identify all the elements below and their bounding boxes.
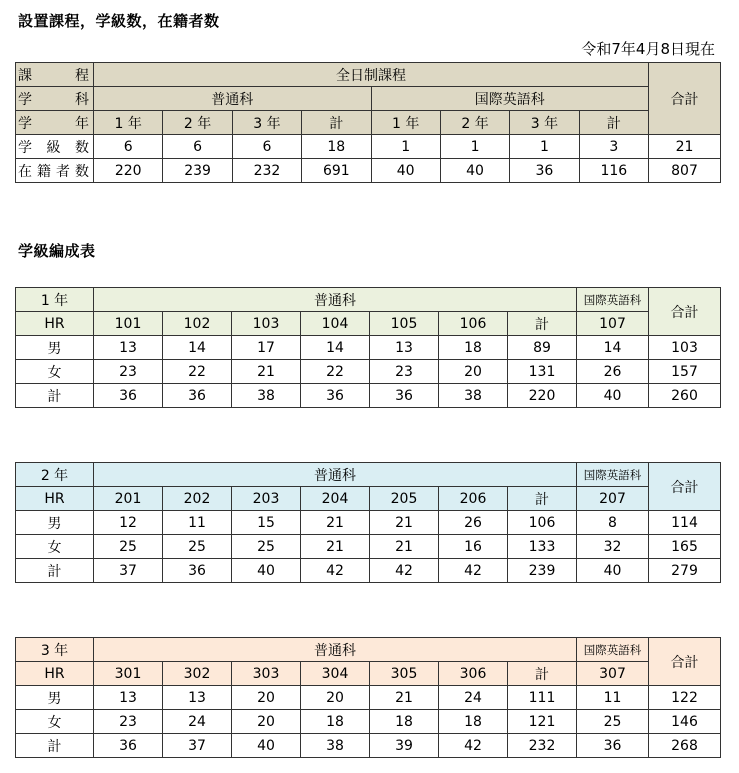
table-cell: 111: [508, 686, 577, 710]
hr-label: HR: [16, 487, 94, 511]
hr-col-header: 102: [163, 312, 232, 336]
table-cell: 36: [510, 159, 579, 183]
row-label: 計: [16, 559, 94, 583]
table-cell: 6: [232, 135, 301, 159]
table-cell: 36: [370, 384, 439, 408]
table-row: [16, 511, 721, 535]
table-cell: 20: [232, 710, 301, 734]
hr-col-header: 107: [577, 312, 649, 336]
table-row: [16, 384, 721, 408]
table-cell: 268: [649, 734, 721, 758]
table-cell: 122: [649, 686, 721, 710]
table-cell: 13: [370, 336, 439, 360]
row-label: 女: [16, 535, 94, 559]
row-label-enrolled: 在 籍 者 数: [16, 159, 94, 183]
table-cell: 157: [649, 360, 721, 384]
table-cell: 116: [579, 159, 648, 183]
table-cell: 6: [94, 135, 163, 159]
total-header: 合計: [649, 63, 721, 135]
course-header: 全日制課程: [94, 63, 649, 87]
table-cell: 18: [301, 710, 370, 734]
row-label-subject: 学 科: [16, 87, 94, 111]
grade-col-header: 計: [302, 111, 371, 135]
grade-col-header: 2 年: [440, 111, 509, 135]
table-cell: 22: [163, 360, 232, 384]
grade-label: 3 年: [16, 638, 94, 662]
table-cell: 37: [94, 559, 163, 583]
table-cell: 12: [94, 511, 163, 535]
table-cell: 220: [94, 159, 163, 183]
table-cell: 36: [301, 384, 370, 408]
table-cell: 279: [649, 559, 721, 583]
table-cell: 36: [94, 734, 163, 758]
hr-col-header: 206: [439, 487, 508, 511]
as-of-date: 令和7年4月8日現在: [581, 40, 715, 58]
hr-col-header: 305: [370, 662, 439, 686]
table-cell: 36: [577, 734, 649, 758]
row-label: 計: [16, 734, 94, 758]
table-cell: 21: [370, 686, 439, 710]
grade-col-header: 2 年: [163, 111, 232, 135]
row-label-classes: 学 級 数: [16, 135, 94, 159]
hr-col-header: 204: [301, 487, 370, 511]
hr-col-header: 302: [163, 662, 232, 686]
table-cell: 37: [163, 734, 232, 758]
table-cell: 6: [163, 135, 232, 159]
hr-col-header: 205: [370, 487, 439, 511]
table-cell: 18: [302, 135, 371, 159]
table-cell: 165: [649, 535, 721, 559]
hr-col-header: 103: [232, 312, 301, 336]
table-cell: 807: [649, 159, 721, 183]
hr-col-header: 307: [577, 662, 649, 686]
hr-col-header: 106: [439, 312, 508, 336]
table-cell: 40: [232, 559, 301, 583]
table-cell: 220: [508, 384, 577, 408]
table-cell: 1: [510, 135, 579, 159]
table-cell: 39: [370, 734, 439, 758]
grade-label: 1 年: [16, 288, 94, 312]
table-cell: 89: [508, 336, 577, 360]
table-row: [16, 734, 721, 758]
table-cell: 13: [94, 336, 163, 360]
dept-intl-header: 国際英語科: [577, 288, 649, 312]
hr-col-header: 計: [508, 487, 577, 511]
table-row: [16, 686, 721, 710]
table-cell: 40: [440, 159, 509, 183]
table-cell: 103: [649, 336, 721, 360]
table-cell: 21: [301, 511, 370, 535]
table-cell: 36: [163, 384, 232, 408]
table-cell: 11: [577, 686, 649, 710]
hr-col-header: 計: [508, 662, 577, 686]
table-cell: 18: [370, 710, 439, 734]
total-header: 合計: [649, 288, 721, 336]
table-cell: 20: [232, 686, 301, 710]
table-cell: 26: [577, 360, 649, 384]
table-cell: 38: [232, 384, 301, 408]
row-label: 男: [16, 686, 94, 710]
table-cell: 14: [577, 336, 649, 360]
table-cell: 17: [232, 336, 301, 360]
table-row: [16, 336, 721, 360]
table-cell: 131: [508, 360, 577, 384]
table-cell: 40: [577, 559, 649, 583]
table-cell: 18: [439, 336, 508, 360]
table-cell: 25: [577, 710, 649, 734]
dept-intl-header: 国際英語科: [577, 463, 649, 487]
class-table-grade-1: [15, 287, 721, 408]
row-label: 男: [16, 511, 94, 535]
grade-label: 2 年: [16, 463, 94, 487]
table-cell: 26: [439, 511, 508, 535]
table-row: [16, 710, 721, 734]
table-cell: 18: [439, 710, 508, 734]
hr-col-header: 105: [370, 312, 439, 336]
table-cell: 21: [370, 511, 439, 535]
row-label: 女: [16, 360, 94, 384]
table-cell: 20: [301, 686, 370, 710]
dept-general-header: 普通科: [94, 87, 372, 111]
dept-general-header: 普通科: [94, 288, 577, 312]
table-row: [16, 360, 721, 384]
hr-col-header: 計: [508, 312, 577, 336]
table-cell: 42: [301, 559, 370, 583]
table-cell: 146: [649, 710, 721, 734]
hr-col-header: 202: [163, 487, 232, 511]
table-cell: 121: [508, 710, 577, 734]
total-header: 合計: [649, 638, 721, 686]
hr-col-header: 207: [577, 487, 649, 511]
dept-intl-header: 国際英語科: [371, 87, 649, 111]
hr-col-header: 306: [439, 662, 508, 686]
table-cell: 25: [163, 535, 232, 559]
table-cell: 38: [439, 384, 508, 408]
table-cell: 21: [649, 135, 721, 159]
table-cell: 691: [302, 159, 371, 183]
table-cell: 38: [301, 734, 370, 758]
row-label: 男: [16, 336, 94, 360]
table-cell: 260: [649, 384, 721, 408]
table-cell: 42: [370, 559, 439, 583]
table-cell: 21: [301, 535, 370, 559]
table-cell: 114: [649, 511, 721, 535]
hr-col-header: 304: [301, 662, 370, 686]
table-cell: 36: [94, 384, 163, 408]
table-cell: 133: [508, 535, 577, 559]
table-cell: 40: [577, 384, 649, 408]
table-cell: 40: [232, 734, 301, 758]
table-cell: 24: [163, 710, 232, 734]
row-label-grade: 学 年: [16, 111, 94, 135]
table-cell: 40: [371, 159, 440, 183]
class-table-grade-3: [15, 637, 721, 758]
grade-col-header: 計: [579, 111, 648, 135]
hr-col-header: 301: [94, 662, 163, 686]
table-cell: 25: [94, 535, 163, 559]
section-title-classes: 学級編成表: [18, 242, 96, 260]
table-row: [16, 559, 721, 583]
row-label-course: 課 程: [16, 63, 94, 87]
hr-label: HR: [16, 662, 94, 686]
row-label: 女: [16, 710, 94, 734]
table-cell: 24: [439, 686, 508, 710]
class-table-grade-2: [15, 462, 721, 583]
hr-col-header: 101: [94, 312, 163, 336]
grade-col-header: 3 年: [510, 111, 579, 135]
table-cell: 239: [508, 559, 577, 583]
table-cell: 42: [439, 559, 508, 583]
table-cell: 22: [301, 360, 370, 384]
hr-label: HR: [16, 312, 94, 336]
table-cell: 1: [371, 135, 440, 159]
table-cell: 23: [94, 360, 163, 384]
table-row: [16, 535, 721, 559]
grade-col-header: 1 年: [94, 111, 163, 135]
section-title-enrollment: 設置課程，学級数，在籍者数: [18, 12, 220, 30]
table-cell: 42: [439, 734, 508, 758]
table-cell: 106: [508, 511, 577, 535]
total-header: 合計: [649, 463, 721, 511]
table-cell: 21: [370, 535, 439, 559]
table-cell: 13: [163, 686, 232, 710]
hr-col-header: 303: [232, 662, 301, 686]
table-cell: 232: [232, 159, 301, 183]
hr-col-header: 201: [94, 487, 163, 511]
hr-col-header: 203: [232, 487, 301, 511]
table-cell: 25: [232, 535, 301, 559]
table-cell: 32: [577, 535, 649, 559]
table-cell: 15: [232, 511, 301, 535]
table-cell: 8: [577, 511, 649, 535]
table-cell: 20: [439, 360, 508, 384]
table-cell: 13: [94, 686, 163, 710]
hr-col-header: 104: [301, 312, 370, 336]
enrollment-table: [15, 62, 721, 183]
table-cell: 11: [163, 511, 232, 535]
table-cell: 21: [232, 360, 301, 384]
table-cell: 3: [579, 135, 648, 159]
table-cell: 239: [163, 159, 232, 183]
table-cell: 232: [508, 734, 577, 758]
dept-general-header: 普通科: [94, 638, 577, 662]
table-cell: 16: [439, 535, 508, 559]
grade-col-header: 1 年: [371, 111, 440, 135]
table-cell: 23: [94, 710, 163, 734]
table-cell: 14: [163, 336, 232, 360]
table-cell: 23: [370, 360, 439, 384]
table-cell: 14: [301, 336, 370, 360]
dept-intl-header: 国際英語科: [577, 638, 649, 662]
table-cell: 1: [440, 135, 509, 159]
dept-general-header: 普通科: [94, 463, 577, 487]
grade-col-header: 3 年: [232, 111, 301, 135]
row-label: 計: [16, 384, 94, 408]
table-cell: 36: [163, 559, 232, 583]
